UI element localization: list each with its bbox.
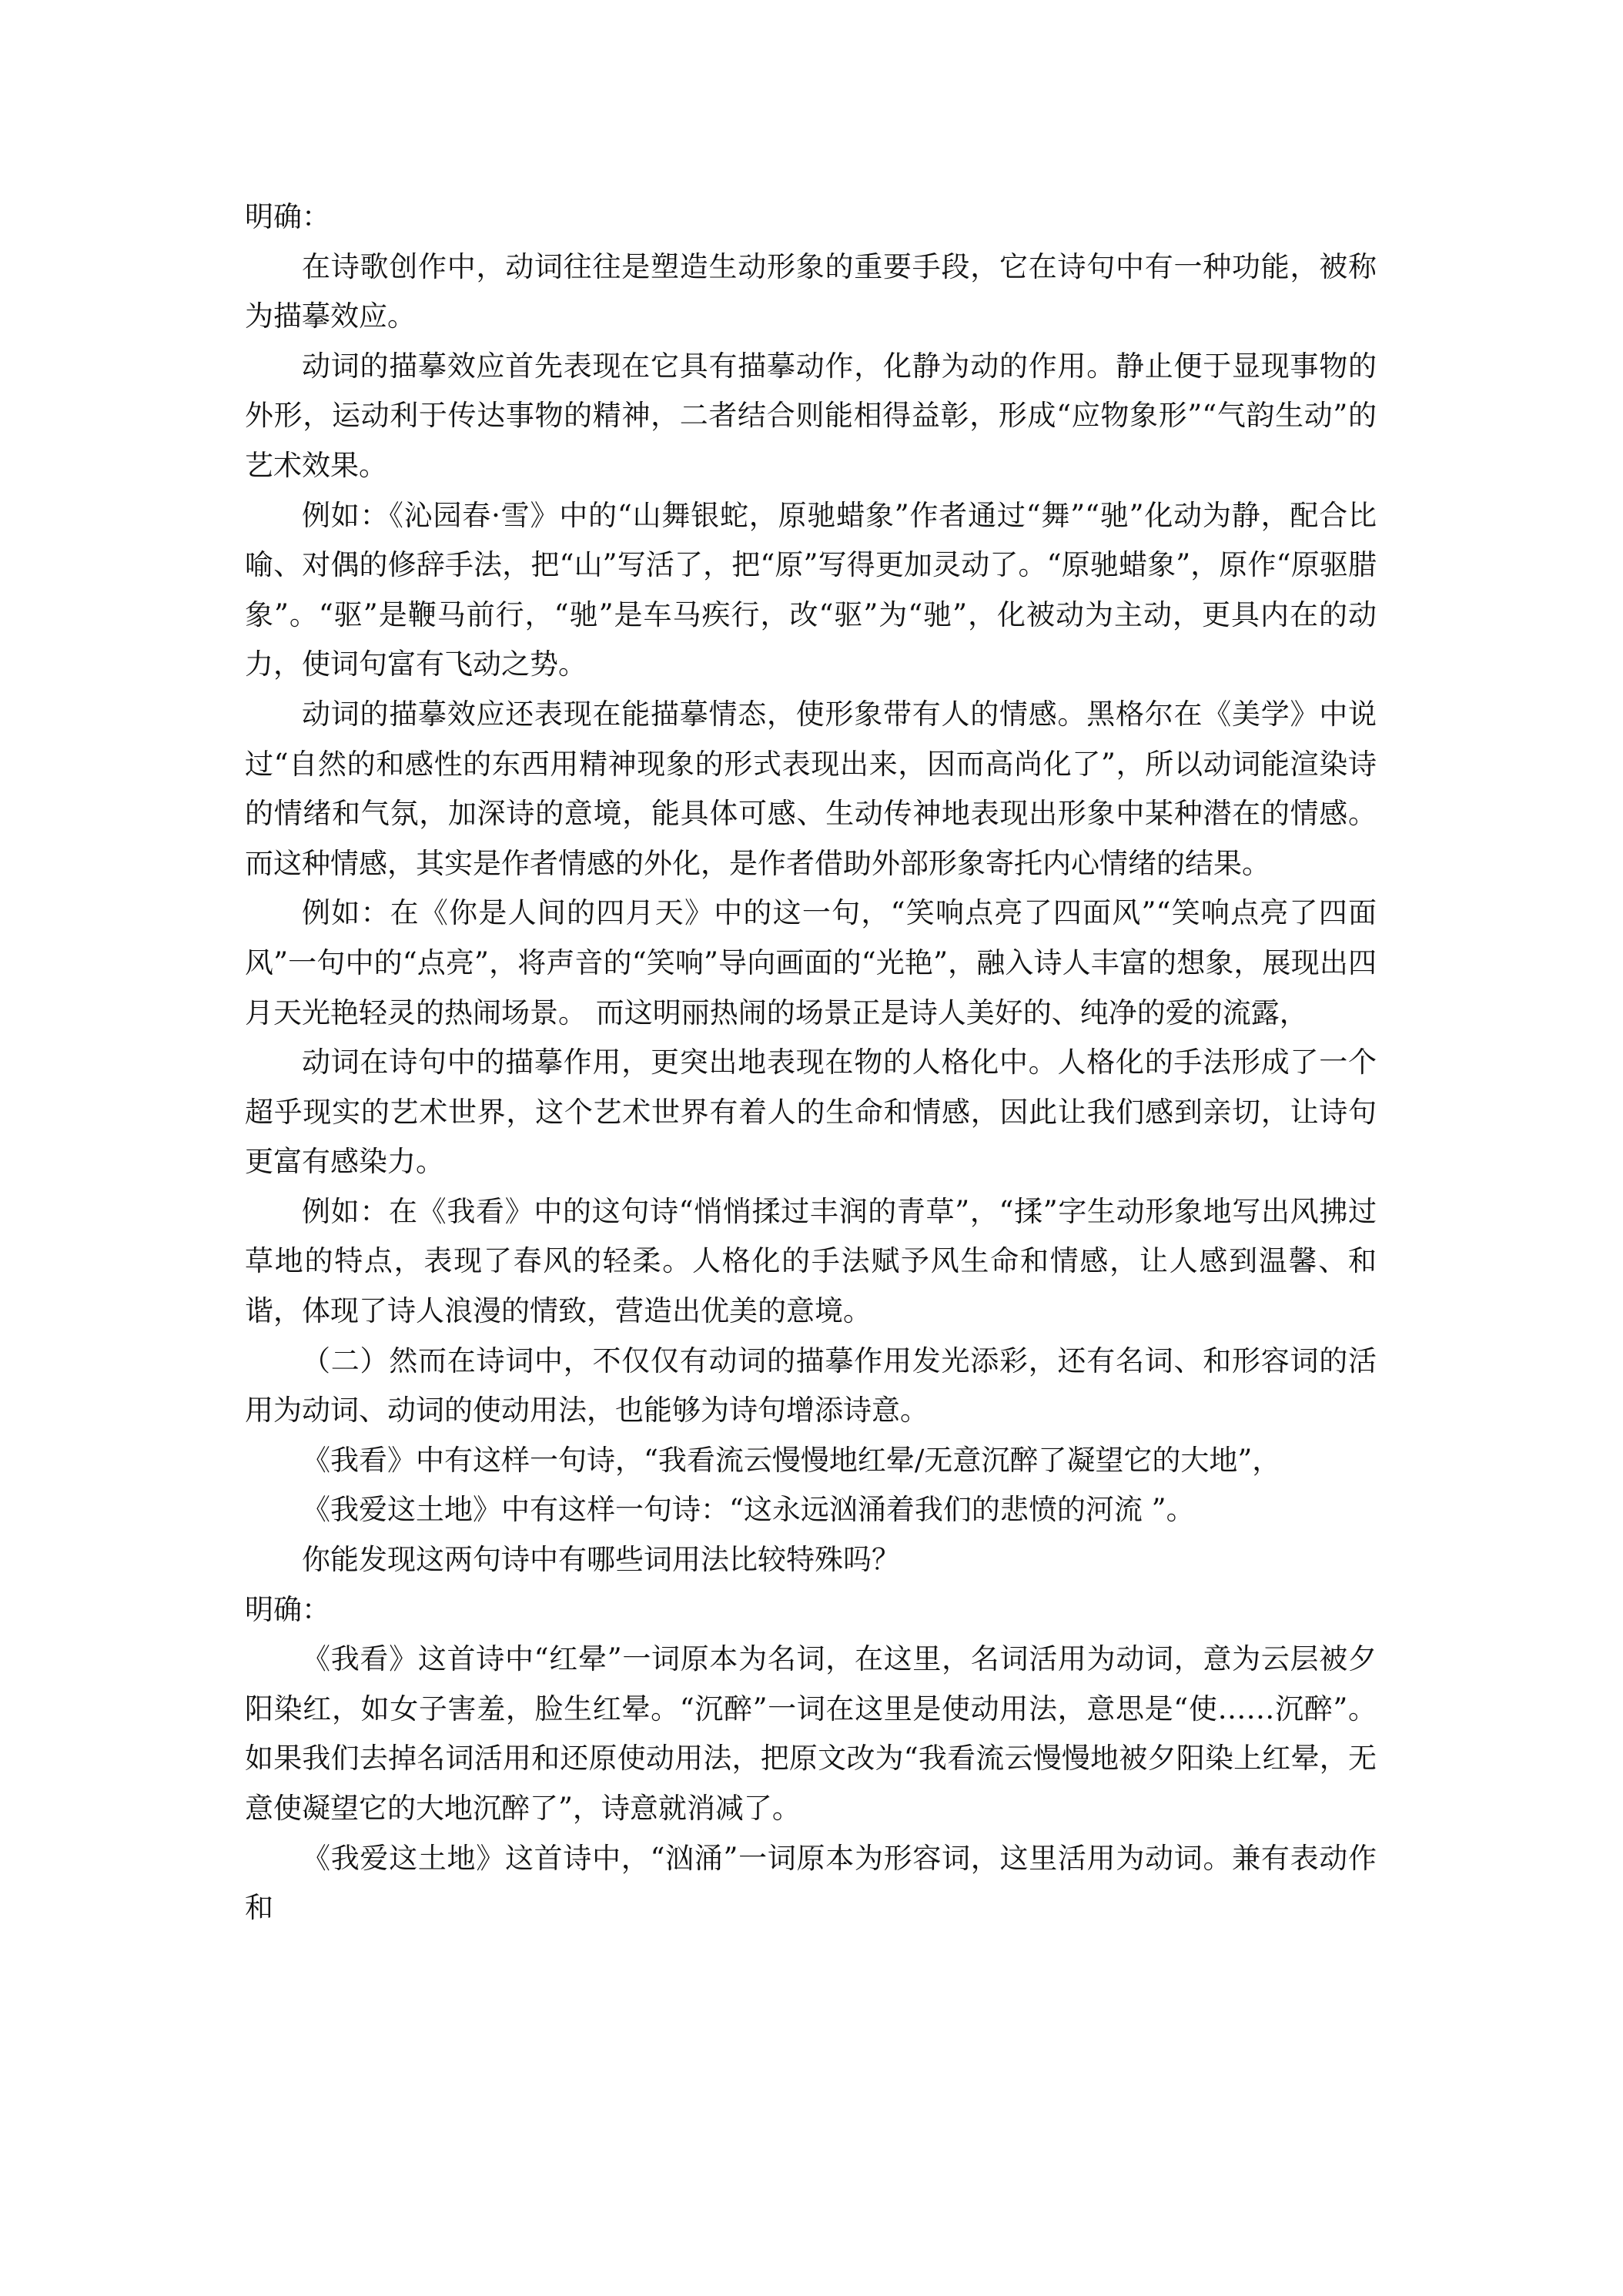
paragraph-14: 《我看》这首诗中“红晕”一词原本为名词，在这里，名词活用为动词，意为云层被夕阳染红，如女子害羞，脸生红晕。“沉醉”一词在这里是使动用法，意思是“使……沉醉”。如果我们去掉名词活用和还原使动用法，把原文改为“我看流云慢慢地被夕阳染上红晕，无意使凝望它的大地沉醉了”，诗意就消减了。	[245, 1642, 1377, 1825]
document-body	[245, 192, 1377, 1933]
paragraph-3: 动词的描摹效应首先表现在它具有描摹动作，化静为动的作用。静止便于显现事物的外形，运动利于传达事物的精神，二者结合则能相得益彰，形成“应物象形”“气韵生动”的艺术效果。	[245, 349, 1377, 482]
paragraph-15: 《我爱这土地》这首诗中，“汹涌”一词原本为形容词，这里活用为动词。兼有表动作和	[245, 1841, 1377, 1925]
paragraph-5: 动词的描摹效应还表现在能描摹情态，使形象带有人的情感。黑格尔在《美学》中说过“自然的和感性的东西用精神现象的形式表现出来，因而高尚化了”，所以动词能渲染诗的情绪和气氛，加深诗的意境，能具体可感、生动传神地表现出形象中某种潜在的情感。而这种情感，其实是作者情感的外化，是作者借助外部形象寄托内心情绪的结果。	[245, 697, 1377, 880]
paragraph-4: 例如：《沁园春·雪》中的“山舞银蛇，原驰蜡象”作者通过“舞”“驰”化动为静，配合比喻、对偶的修辞手法，把“山”写活了，把“原”写得更加灵动了。“原驰蜡象”，原作“原驱腊象”。“驱”是鞭马前行，“驰”是车马疾行，改“驱”为“驰”，化被动为主动，更具内在的动力，使词句富有飞动之势。	[245, 498, 1377, 681]
paragraph-1: 明确：	[245, 200, 330, 233]
paragraph-9: （二）然而在诗词中，不仅仅有动词的描摹作用发光添彩，还有名词、和形容词的活用为动词、动词的使动用法，也能够为诗句增添诗意。	[245, 1344, 1377, 1427]
paragraph-11: 《我爱这土地》中有这样一句诗：“这永远汹涌着我们的悲愤的河流 ”。	[302, 1493, 1195, 1527]
paragraph-6: 例如：在《你是人间的四月天》中的这一句，“笑响点亮了四面风”“笑响点亮了四面风”一句中的“点亮”，将声音的“笑响”导向画面的“光艳”，融入诗人丰富的想象，展现出四月天光艳轻灵的热闹场景。 而这明丽热闹的场景正是诗人美好的、纯净的爱的流露，	[245, 896, 1377, 1029]
paragraph-12: 你能发现这两句诗中有哪些词用法比较特殊吗？	[302, 1543, 900, 1577]
paragraph-2: 在诗歌创作中，动词往往是塑造生动形象的重要手段，它在诗句中有一种功能，被称为描摹效应。	[245, 249, 1377, 333]
paragraph-7: 动词在诗句中的描摹作用，更突出地表现在物的人格化中。人格化的手法形成了一个超乎现实的艺术世界，这个艺术世界有着人的生命和情感，因此让我们感到亲切，让诗句更富有感染力。	[245, 1046, 1377, 1179]
paragraph-8: 例如：在《我看》中的这句诗“悄悄揉过丰润的青草”，“揉”字生动形象地写出风拂过草地的特点，表现了春风的轻柔。人格化的手法赋予风生命和情感，让人感到温馨、和谐，体现了诗人浪漫的情致，营造出优美的意境。	[245, 1194, 1377, 1328]
paragraph-10: 《我看》中有这样一句诗，“我看流云慢慢地红晕/无意沉醉了凝望它的大地”，	[302, 1443, 1281, 1477]
paragraph-13: 明确：	[245, 1592, 330, 1626]
